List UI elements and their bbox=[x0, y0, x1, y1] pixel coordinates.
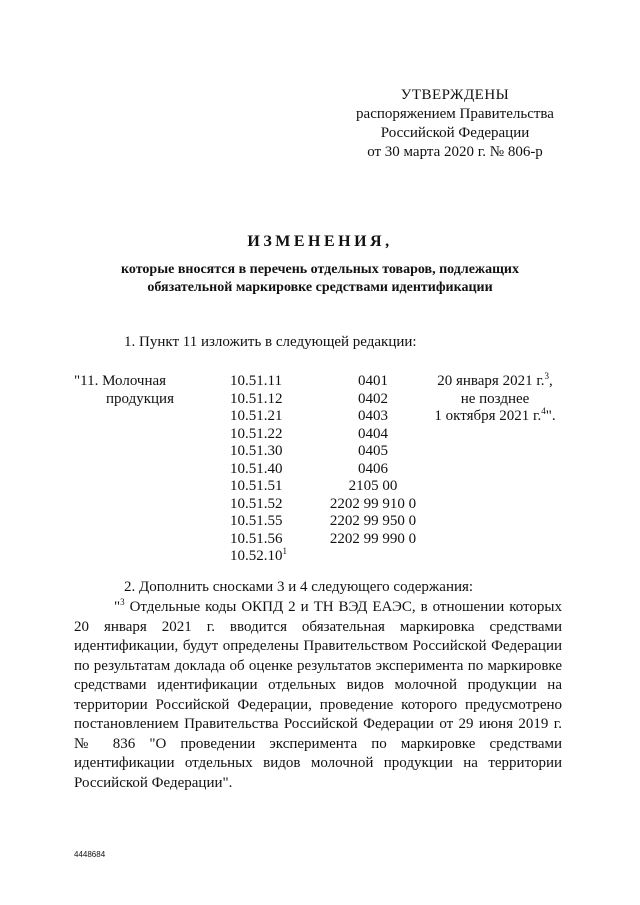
okpd-code: 10.51.40 bbox=[230, 460, 283, 477]
document-code: 4448684 bbox=[74, 850, 106, 859]
approval-line-3: от 30 марта 2020 г. № 806-р bbox=[367, 144, 543, 160]
footnote-ref-4: 4 bbox=[541, 406, 546, 416]
document-subtitle-line-2: обязательной маркировке средствами идентификации bbox=[147, 280, 493, 295]
approval-block bbox=[340, 86, 570, 162]
approval-title: УТВЕРЖДЕНЫ bbox=[400, 87, 510, 103]
item-name-line-1: "11. Молочная bbox=[74, 373, 167, 389]
okpd-codes-column bbox=[230, 372, 287, 565]
approval-line-2: Российской Федерации bbox=[380, 125, 530, 141]
tn-ved-code: 0403 bbox=[358, 408, 388, 424]
okpd-code: 10.51.11 bbox=[230, 373, 282, 389]
item-name-line-2: продукция bbox=[106, 390, 174, 407]
okpd-code-last bbox=[230, 547, 287, 565]
okpd-code: 10.51.21 bbox=[230, 408, 283, 424]
okpd-code: 10.51.12 bbox=[230, 390, 283, 407]
item-name-cell bbox=[74, 372, 174, 407]
tn-ved-code: 0402 bbox=[358, 390, 388, 407]
okpd-code: 10.51.51 bbox=[230, 478, 283, 494]
okpd-code: 10.51.22 bbox=[230, 425, 283, 442]
footnote-ref-1: 1 bbox=[282, 546, 287, 556]
okpd-code: 10.51.55 bbox=[230, 513, 283, 529]
document-title: ИЗМЕНЕНИЯ, bbox=[247, 233, 393, 250]
footnote-3-quote: " bbox=[114, 599, 121, 615]
date-column bbox=[430, 372, 560, 425]
okpd-code: 10.51.52 bbox=[230, 495, 283, 512]
document-subtitle-line-1: которые вносятся в перечень отдельных товаров, подлежащих bbox=[121, 262, 519, 277]
okpd-code: 10.51.56 bbox=[230, 530, 283, 547]
paragraph-1: 1. Пункт 11 изложить в следующей редакции: bbox=[124, 334, 417, 350]
footnote-3-marker: 3 bbox=[120, 597, 125, 607]
date-line-3-tail: ". bbox=[545, 408, 556, 424]
tn-ved-code: 2202 99 910 0 bbox=[329, 495, 417, 512]
okpd-code: 10.51.30 bbox=[230, 443, 283, 459]
footnote-ref-3: 3 bbox=[544, 371, 550, 381]
okpd-code-last-text: 10.52.10 bbox=[230, 548, 283, 564]
date-line-1 bbox=[430, 372, 560, 390]
tn-ved-code: 0406 bbox=[358, 460, 388, 477]
approval-line-1: распоряжением Правительства bbox=[356, 106, 554, 122]
tn-ved-code: 2105 00 bbox=[348, 478, 398, 494]
tn-ved-codes-column bbox=[300, 372, 446, 547]
tn-ved-code: 0405 bbox=[358, 443, 388, 459]
date-line-1-tail: , bbox=[549, 373, 553, 389]
date-line-2: не позднее bbox=[460, 390, 530, 407]
date-line-1-text: 20 января 2021 г. bbox=[437, 373, 545, 389]
tn-ved-code: 2202 99 950 0 bbox=[329, 513, 417, 529]
document-subtitle bbox=[60, 261, 580, 297]
date-line-3-text: 1 октября 2021 г. bbox=[434, 408, 542, 424]
footnote-3-text: Отдельные коды ОКПД 2 и ТН ВЭД ЕАЭС, в отношении которых 20 января 2021 г. вводится обязательная маркировка средствами идентификации, будут определены Правительством Российской Федерации по результатам доклада об оценке результатов эксперимента по маркировке средствами идентификации отдельных видов молочной продукции на территории Российской Федерации, проведение которого предусмотрено постановлением Правительства Российской Федерации от 29 июня 2019 г. № 836 "О проведении эксперимента по маркировке средствами идентификации отдельных видов молочной продукции на территории Российской Федерации". bbox=[74, 599, 562, 791]
footnote-3 bbox=[74, 598, 562, 793]
tn-ved-code: 0401 bbox=[358, 373, 388, 389]
date-line-3 bbox=[430, 407, 560, 425]
tn-ved-code: 0404 bbox=[358, 425, 388, 442]
tn-ved-code: 2202 99 990 0 bbox=[329, 530, 417, 547]
paragraph-2: 2. Дополнить сносками 3 и 4 следующего содержания: bbox=[124, 579, 474, 595]
